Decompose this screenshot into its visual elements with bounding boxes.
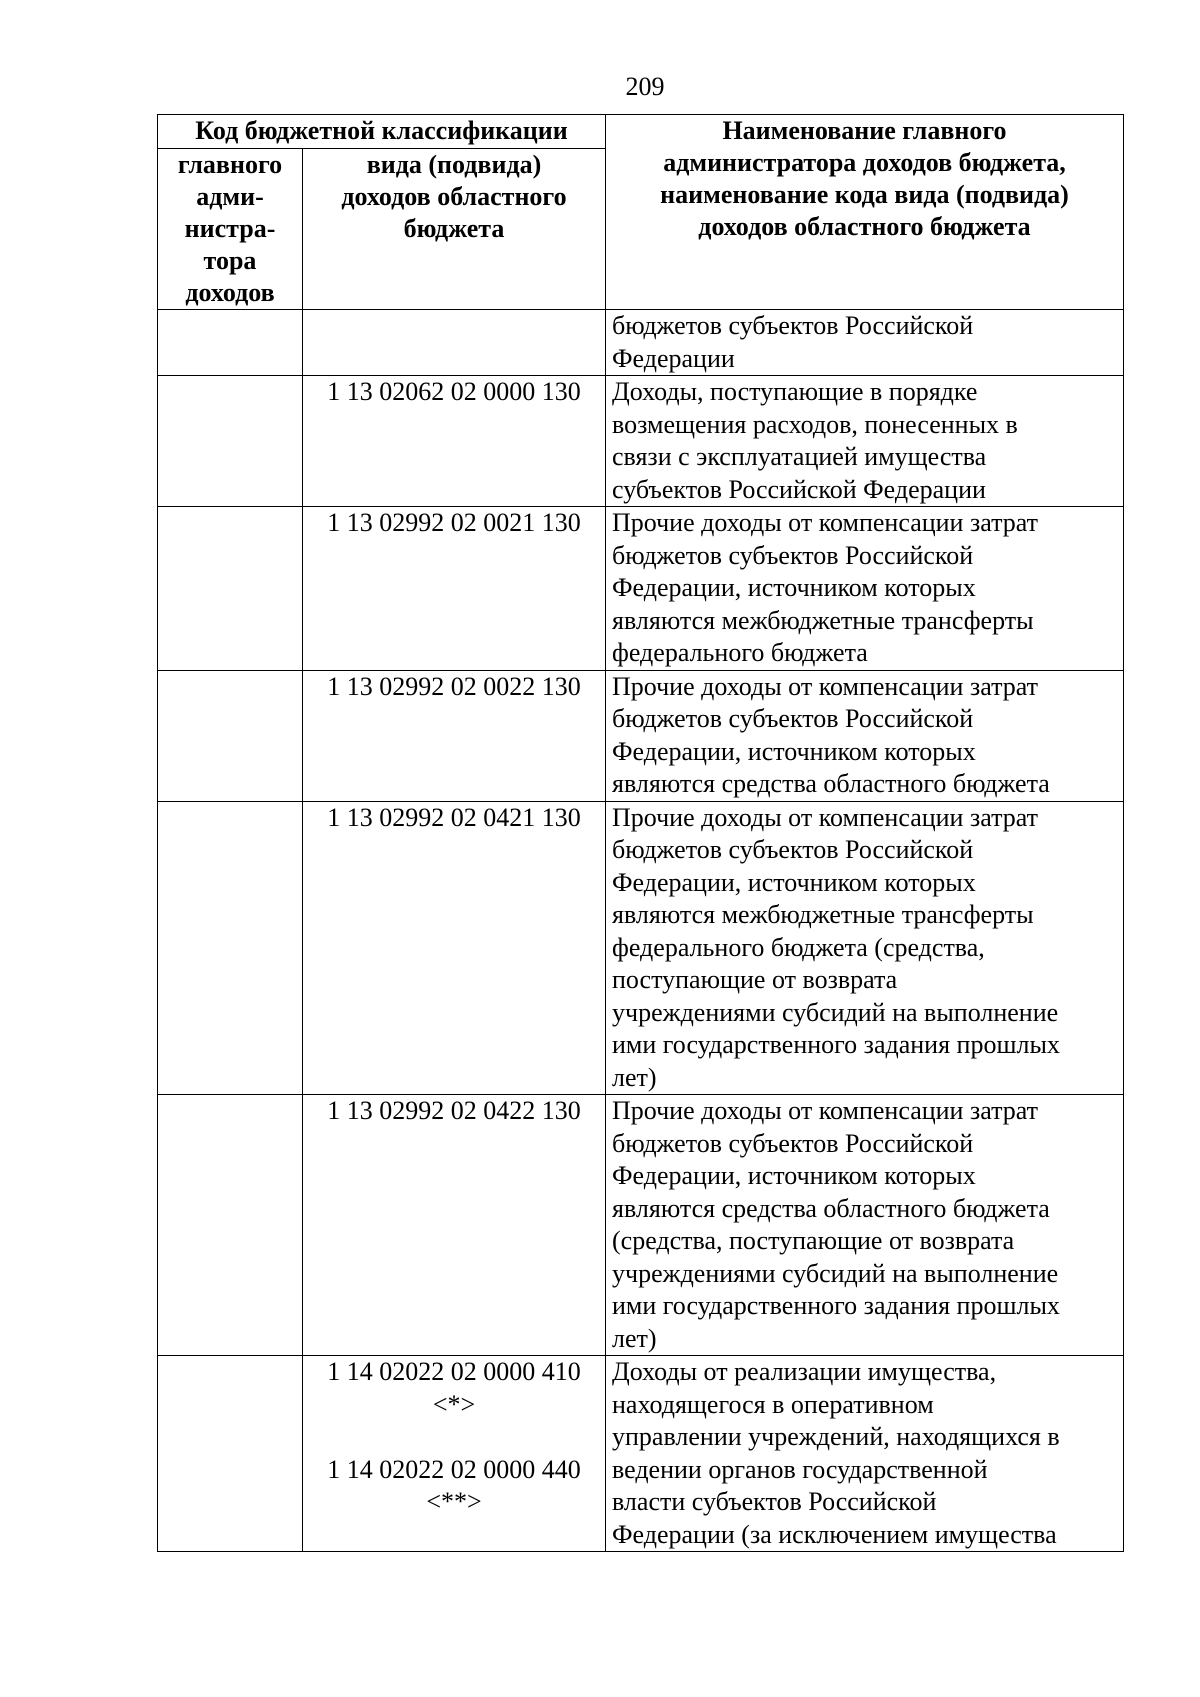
income-code-cell <box>303 1356 606 1552</box>
income-name-line: Федерации <box>612 343 735 373</box>
income-name-line: лет) <box>612 1323 657 1353</box>
income-code: 1 13 02992 02 0022 130 <box>327 671 581 701</box>
income-name-line: бюджетов субъектов Российской <box>612 311 974 340</box>
income-code: 1 14 02022 02 0000 410 <box>327 1357 581 1386</box>
income-name-cell <box>606 801 1124 1095</box>
table-row <box>158 1356 1124 1552</box>
admin-code-cell <box>158 507 303 671</box>
income-name-line: лет) <box>612 1062 657 1092</box>
header-line: тора <box>203 246 257 275</box>
table-row <box>158 376 1124 507</box>
header-line: Наименование главного <box>722 116 1007 145</box>
header-line: главного <box>177 150 283 179</box>
income-name-line: являются средства областного бюджета <box>612 1193 1050 1223</box>
table-row <box>158 310 1124 376</box>
income-name-line: бюджетов субъектов Российской <box>612 835 974 864</box>
budget-classification-table <box>157 114 1124 1552</box>
income-name-line: являются межбюджетные трансферты <box>612 900 1034 929</box>
footnote-marker: <**> <box>426 1487 482 1516</box>
income-name-line: Федерации, источником которых <box>612 573 976 602</box>
header-line: нистра- <box>184 214 276 243</box>
income-name-line: Федерации, источником которых <box>612 867 976 897</box>
income-name-cell <box>606 507 1124 671</box>
income-name-line: власти субъектов Российской <box>612 1487 937 1516</box>
income-code-cell <box>303 801 606 1095</box>
header-line: администратора доходов бюджета, <box>663 148 1066 177</box>
income-name-line: ими государственного задания прошлых <box>612 1030 1060 1059</box>
admin-code-column-header <box>158 149 303 310</box>
page-number: 209 <box>625 72 665 101</box>
income-name-line: бюджетов субъектов Российской <box>612 540 974 570</box>
income-name-line: (средства, поступающие от возврата <box>612 1226 1015 1255</box>
footnote-marker: <*> <box>432 1389 476 1419</box>
income-code: 1 13 02992 02 0421 130 <box>327 802 581 832</box>
income-code: 1 13 02992 02 0422 130 <box>327 1096 581 1125</box>
income-name-line: поступающие от возврата <box>612 965 898 994</box>
table-body <box>158 310 1124 1552</box>
income-code: 1 14 02022 02 0000 440 <box>327 1454 581 1484</box>
income-code: 1 13 02062 02 0000 130 <box>327 377 581 406</box>
income-name-cell <box>606 310 1124 376</box>
income-name-line: федерального бюджета (средства, <box>612 932 985 962</box>
header-line: адми- <box>196 182 264 211</box>
income-code-cell <box>303 376 606 507</box>
admin-code-cell <box>158 670 303 801</box>
income-name-line: учреждениями субсидий на выполнение <box>612 1258 1059 1288</box>
kind-code-column-header <box>303 149 606 310</box>
income-name-line: бюджетов субъектов Российской <box>612 1128 974 1158</box>
table-row <box>158 507 1124 671</box>
income-name-line: учреждениями субсидий на выполнение <box>612 997 1059 1027</box>
income-code-cell <box>303 310 606 376</box>
admin-code-cell <box>158 376 303 507</box>
admin-code-cell <box>158 310 303 376</box>
income-name-line: Прочие доходы от компенсации затрат <box>612 671 1039 701</box>
income-name-line: федерального бюджета <box>612 638 868 667</box>
income-code: 1 13 02992 02 0021 130 <box>327 508 581 537</box>
income-code-cell <box>303 670 606 801</box>
income-name-line: Прочие доходы от компенсации затрат <box>612 1096 1039 1125</box>
table-header <box>158 115 1124 310</box>
income-name-line: возмещения расходов, понесенных в <box>612 409 1018 439</box>
income-name-line: Федерации, источником которых <box>612 736 976 766</box>
income-name-line: Федерации, источником которых <box>612 1161 976 1190</box>
income-name-line: Прочие доходы от компенсации затрат <box>612 508 1039 537</box>
budget-code-group-header: Код бюджетной классификации <box>158 115 606 149</box>
income-name-line: управлении учреждений, находящихся в <box>612 1422 1060 1451</box>
income-name-line: ими государственного задания прошлых <box>612 1291 1060 1320</box>
income-name-line: связи с эксплуатацией имущества <box>612 442 987 471</box>
income-name-cell <box>606 376 1124 507</box>
header-line: наименование кода вида (подвида) <box>660 180 1069 209</box>
admin-code-cell <box>158 1095 303 1356</box>
table-row <box>158 1095 1124 1356</box>
header-line: доходов областного <box>341 182 567 211</box>
header-line: доходов областного бюджета <box>698 212 1031 241</box>
income-name-line: являются средства областного бюджета <box>612 769 1050 798</box>
header-line: вида (подвида) <box>366 150 542 179</box>
income-name-line: ведении органов государственной <box>612 1454 988 1484</box>
header-line: доходов <box>185 278 275 307</box>
income-name-line: являются межбюджетные трансферты <box>612 605 1034 635</box>
income-code-cell <box>303 1095 606 1356</box>
income-name-line: Федерации (за исключением имущества <box>612 1519 1057 1549</box>
income-name-line: бюджетов субъектов Российской <box>612 704 974 733</box>
income-name-cell <box>606 670 1124 801</box>
name-column-header <box>606 115 1124 310</box>
income-name-cell <box>606 1095 1124 1356</box>
header-line: бюджета <box>403 214 505 243</box>
table-row <box>158 670 1124 801</box>
table-row <box>158 801 1124 1095</box>
income-code-cell <box>303 507 606 671</box>
admin-code-cell <box>158 801 303 1095</box>
code-spacer <box>309 1421 599 1454</box>
income-name-line: находящегося в оперативном <box>612 1389 934 1419</box>
income-name-cell <box>606 1356 1124 1552</box>
income-name-line: Прочие доходы от компенсации затрат <box>612 802 1039 832</box>
income-name-line: субъектов Российской Федерации <box>612 474 986 504</box>
admin-code-cell <box>158 1356 303 1552</box>
income-name-line: Доходы, поступающие в порядке <box>612 377 978 406</box>
income-name-line: Доходы от реализации имущества, <box>612 1357 997 1386</box>
